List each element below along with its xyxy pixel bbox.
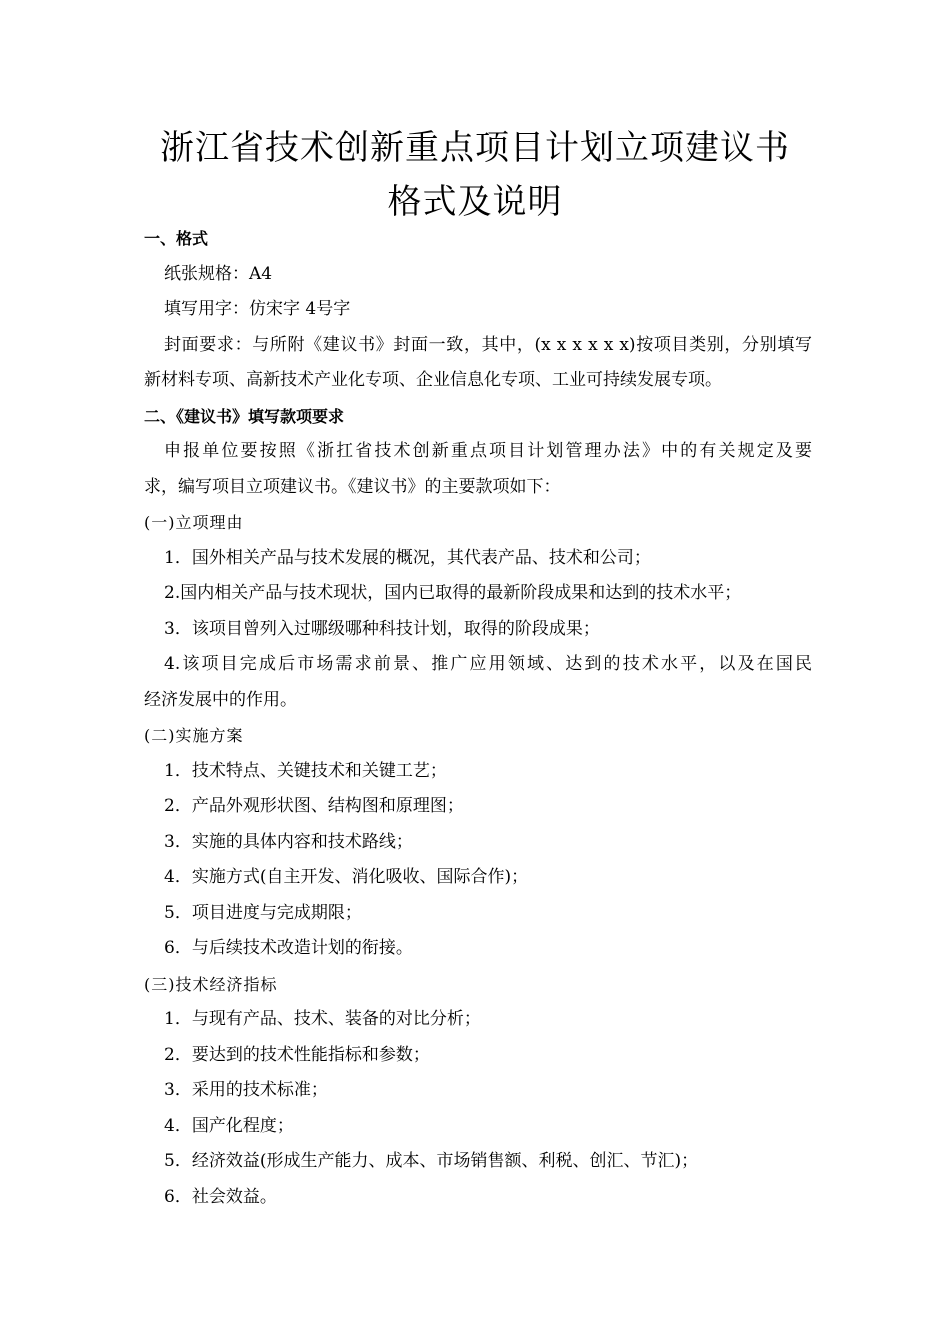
list-item: 1．技术特点、关键技术和关键工艺； [164,760,447,781]
section-heading-format: 一、格式 [144,229,209,248]
list-item: 2．要达到的技术性能指标和参数； [164,1044,430,1065]
document-title: 浙江省技术创新重点项目计划立项建议书 [160,128,790,168]
list-item: 1．国外相关产品与技术发展的概况，其代表产品、技术和公司； [164,547,651,568]
list-item: 6．社会效益。 [164,1186,277,1207]
list-item: 5．项目进度与完成期限； [164,902,362,923]
list-item: 4.该项目完成后市场需求前景、推广应用领域、达到的技术水平，以及在国民 [164,654,812,674]
document-body [144,221,812,1215]
list-item: 2．产品外观形状图、结构图和原理图； [164,796,464,816]
list-item: 1．与现有产品、技术、装备的对比分析； [164,1009,481,1029]
list-item: 3．该项目曾列入过哪级哪种科技计划，取得的阶段成果； [164,618,600,639]
cover-requirement-line2: 新材料专项、高新技术产业化专项、企业信息化专项、工业可持续发展专项。 [144,370,722,390]
part-heading-indicators: (三)技术经济指标 [144,974,278,994]
list-item: 2.国内相关产品与技术现状，国内已取得的最新阶段成果和达到的技术水平； [164,583,742,603]
list-item: 4．实施方式(自主开发、消化吸收、国际合作)； [164,867,529,887]
document-subtitle: 格式及说明 [387,182,563,222]
requirements-intro-line1: 申报单位要按照《浙扛省技术创新重点项目计划管理办法》中的有关规定及要 [164,441,812,461]
cover-requirement-line1: 封面要求：与所附《建议书》封面一致，其中，(x x x x x x)按项目类别，分别填写 [164,334,812,355]
list-item: 3．实施的具体内容和技术路线； [164,831,413,852]
list-item: 3．采用的技术标准； [164,1080,328,1100]
part-heading-reasons: (一)立项理由 [144,513,244,532]
list-item-continuation: 经济发展中的作用。 [144,689,297,710]
paper-spec: 纸张规格：A4 [164,263,273,284]
list-item: 4．国产化程度； [164,1115,294,1136]
section-heading-requirements: 二、《建议书》填写款项要求 [144,406,345,426]
font-spec: 填写用字：仿宋字 4号字 [164,299,351,319]
requirements-intro-line2: 求，编写项目立项建议书。《建议书》的主要款项如下： [144,476,561,497]
list-item: 5．经济效益(形成生产能力、成本、市场销售额、利税、创汇、节汇)； [164,1151,699,1171]
part-heading-plan: (二)实施方案 [144,726,244,745]
list-item: 6．与后续技术改造计划的衔接。 [164,938,413,958]
